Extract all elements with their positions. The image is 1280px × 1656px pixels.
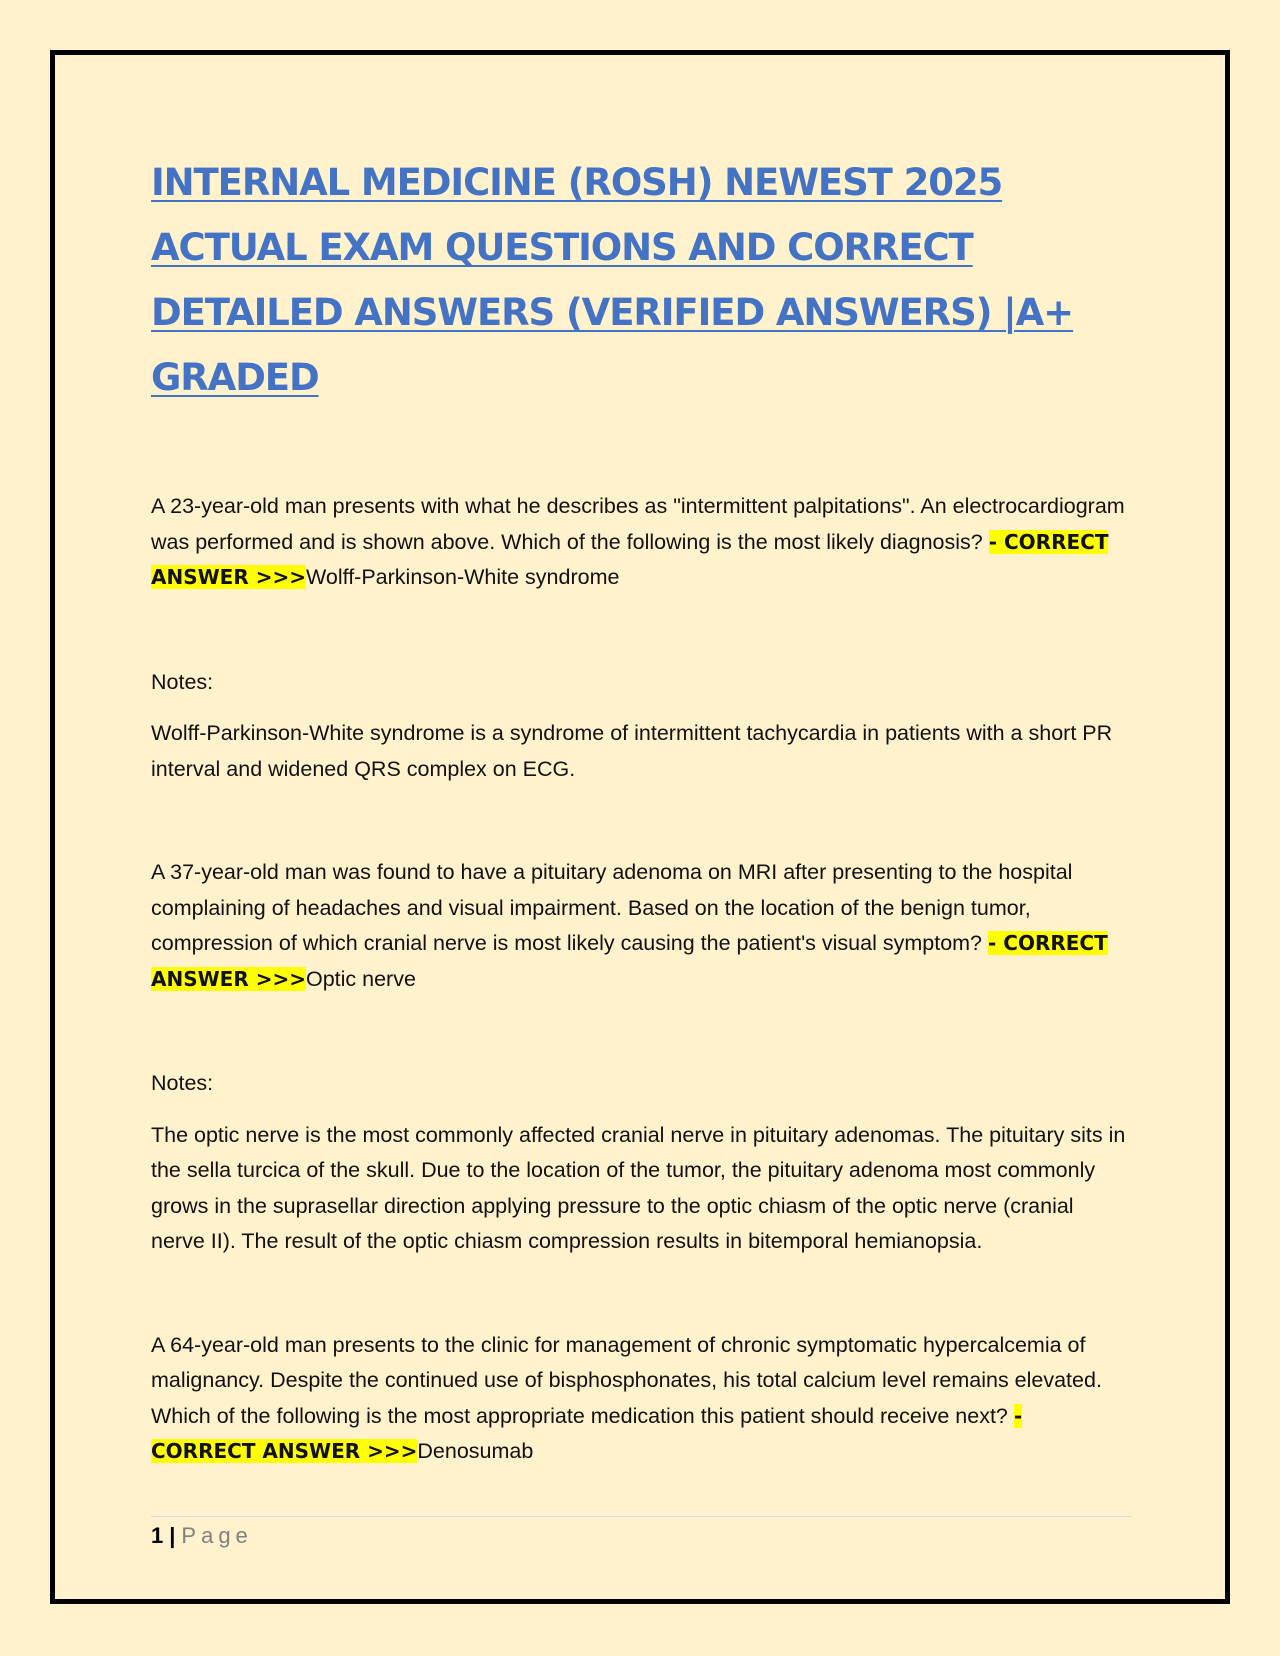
answer-1: Wolff-Parkinson-White syndrome — [305, 565, 620, 589]
question-2-text: A 37-year-old man was found to have a pituitary adenoma on MRI after presenting to the hospital complaining of headaches and visual impairment. Based on the location of the benign tumor, compression of which cranial nerve is most likely causing the patient's visual symptom? — [151, 860, 1073, 955]
answer-2: Optic nerve — [305, 966, 416, 991]
page-number: 1 — [151, 1523, 164, 1548]
question-1-text: A 23-year-old man presents with what he describes as "intermittent palpitations". An electrocardiogram was performed and is shown above. Which of the following is the most likely diagnosis? — [151, 494, 1125, 554]
page-footer — [151, 1516, 1132, 1551]
page-separator: | — [169, 1523, 176, 1548]
question-3 — [151, 1328, 1132, 1470]
correct-answer-marker-3: - CORRECT ANSWER >>> — [151, 1403, 1023, 1463]
correct-answer-marker-1: - CORRECT ANSWER >>> — [151, 529, 1109, 589]
notes-1: Wolff-Parkinson-White syndrome is a syndrome of intermittent tachycardia in patients with a short PR interval and widened QRS complex on ECG. — [151, 721, 1113, 781]
notes-label-2: Notes: — [151, 1071, 214, 1095]
notes-label-1: Notes: — [151, 669, 214, 694]
correct-answer-marker-2: - CORRECT ANSWER >>> — [151, 931, 1108, 991]
answer-3: Denosumab — [417, 1439, 534, 1463]
notes-2: The optic nerve is the most commonly affected cranial nerve in pituitary adenomas. The pituitary sits in the sella turcica of the skull. Due to the location of the tumor, the pituitary adenoma most commonly grows in the suprasellar direction applying pressure to the optic chiasm of the optic nerve (cranial nerve II). The result of the optic chiasm compression results in bitemporal hemianopsia. — [151, 1122, 1126, 1253]
question-2 — [151, 855, 1132, 997]
question-3-text: A 64-year-old man presents to the clinic for management of chronic symptomatic hypercalcemia of malignancy. Despite the continued use of bisphosphonates, his total calcium level remains elevated. Which of the following is the most appropriate medication this patient should receive next? — [151, 1332, 1102, 1428]
question-1 — [151, 489, 1132, 596]
document-body — [151, 150, 1132, 1470]
document-title: INTERNAL MEDICINE (ROSH) NEWEST 2025 ACTUAL EXAM QUESTIONS AND CORRECT DETAILED ANSWERS (VERIFIED ANSWERS) |A+ GRADED — [151, 161, 1074, 399]
page-label: Page — [181, 1523, 253, 1548]
